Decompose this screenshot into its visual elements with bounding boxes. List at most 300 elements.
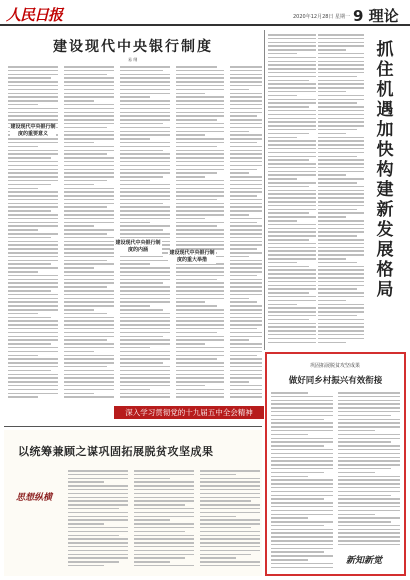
text-line: [176, 298, 224, 300]
text-line: [120, 89, 170, 91]
text-line: [318, 342, 346, 344]
text-line: [120, 210, 170, 212]
text-line: [8, 263, 51, 265]
text-line: [176, 115, 224, 117]
text-line: [176, 89, 224, 91]
text-line: [64, 157, 114, 159]
text-line: [176, 77, 224, 79]
text-line: [318, 114, 364, 116]
text-line: [268, 247, 316, 249]
text-line: [338, 510, 400, 512]
text-line: [120, 172, 170, 174]
text-line: [318, 228, 364, 230]
text-line: [176, 389, 224, 391]
text-line: [318, 269, 364, 271]
text-line: [271, 532, 333, 534]
text-line: [176, 157, 224, 159]
text-line: [64, 385, 114, 387]
text-line: [268, 273, 316, 275]
text-line: [176, 108, 224, 110]
text-line: [268, 121, 316, 123]
text-line: [8, 222, 58, 224]
text-line: [271, 521, 333, 523]
right-title-char: 格: [376, 260, 394, 280]
text-line: [318, 288, 357, 290]
text-line: [8, 248, 58, 250]
text-line: [271, 502, 333, 504]
text-line: [120, 225, 170, 227]
text-line: [120, 343, 170, 345]
text-line: [268, 250, 316, 252]
text-line: [176, 381, 224, 383]
text-line: [8, 108, 58, 110]
text-line: [8, 370, 51, 372]
text-line: [64, 282, 114, 284]
text-line: [120, 324, 170, 326]
text-line: [120, 165, 170, 167]
text-line: [230, 127, 262, 129]
text-line: [318, 243, 364, 245]
text-line: [230, 157, 262, 159]
text-line: [338, 445, 400, 447]
text-line: [8, 389, 58, 391]
text-line: [120, 104, 170, 106]
text-line: [176, 165, 224, 167]
text-line: [268, 239, 309, 241]
text-line: [8, 336, 58, 338]
text-line: [200, 516, 236, 518]
text-line: [318, 319, 364, 321]
text-line: [176, 180, 224, 182]
text-line: [8, 165, 58, 167]
bottom-col-3: [200, 470, 260, 572]
text-line: [68, 493, 128, 495]
text-line: [338, 487, 400, 489]
right-title-char: 新: [376, 200, 394, 220]
text-line: [318, 144, 364, 146]
text-line: [200, 535, 260, 537]
text-line: [134, 481, 194, 483]
text-line: [120, 134, 170, 136]
text-line: [200, 542, 260, 544]
text-line: [120, 66, 170, 68]
text-line: [64, 263, 114, 265]
text-line: [64, 347, 114, 349]
main-col-4: [176, 66, 224, 402]
text-line: [318, 209, 357, 211]
text-line: [271, 457, 333, 459]
text-line: [200, 550, 260, 552]
text-line: [338, 434, 400, 436]
text-line: [8, 294, 58, 296]
text-line: [318, 326, 364, 328]
text-line: [120, 85, 170, 87]
text-line: [268, 209, 316, 211]
text-line: [64, 256, 114, 258]
text-line: [338, 449, 400, 451]
text-line: [230, 343, 262, 345]
text-line: [271, 453, 333, 455]
text-line: [120, 112, 170, 114]
text-line: [318, 49, 346, 51]
text-line: [176, 275, 224, 277]
text-line: [230, 324, 262, 326]
text-line: [120, 298, 170, 300]
text-line: [200, 538, 260, 540]
text-line: [8, 146, 38, 148]
text-line: [268, 140, 316, 142]
text-line: [8, 328, 58, 330]
text-line: [318, 224, 364, 226]
text-line: [68, 497, 128, 499]
text-line: [120, 199, 170, 201]
text-line: [271, 506, 333, 508]
text-line: [268, 38, 316, 40]
text-line: [318, 266, 364, 268]
text-line: [318, 250, 364, 252]
text-line: [176, 237, 224, 239]
text-line: [120, 233, 170, 235]
text-line: [176, 313, 224, 315]
text-line: [268, 129, 316, 131]
text-line: [338, 430, 375, 432]
text-line: [64, 313, 107, 315]
text-line: [64, 66, 114, 68]
text-line: [318, 201, 364, 203]
text-line: [176, 123, 224, 125]
text-line: [134, 550, 194, 552]
text-line: [268, 83, 316, 85]
text-line: [318, 148, 364, 150]
text-line: [176, 320, 224, 322]
text-line: [64, 301, 114, 303]
text-line: [64, 188, 114, 190]
text-line: [176, 214, 224, 216]
text-line: [64, 123, 114, 125]
text-line: [120, 161, 170, 163]
text-line: [120, 347, 150, 349]
text-line: [318, 247, 364, 249]
text-line: [230, 214, 249, 216]
text-line: [8, 279, 58, 281]
text-line: [318, 156, 357, 158]
right-title-char: 住: [376, 60, 394, 80]
text-line: [268, 91, 316, 93]
text-line: [120, 260, 170, 262]
text-line: [176, 358, 217, 360]
text-line: [120, 351, 170, 353]
text-line: [68, 527, 128, 529]
text-line: [134, 516, 194, 518]
text-line: [318, 129, 357, 131]
text-line: [68, 535, 119, 537]
text-line: [318, 258, 346, 260]
text-line: [338, 521, 391, 523]
text-line: [176, 184, 224, 186]
text-line: [200, 531, 260, 533]
text-line: [200, 481, 260, 483]
text-line: [8, 225, 58, 227]
text-line: [318, 42, 364, 44]
text-line: [230, 142, 257, 144]
text-line: [271, 536, 333, 538]
text-line: [318, 277, 364, 279]
text-line: [8, 214, 58, 216]
text-line: [268, 80, 309, 82]
text-line: [176, 328, 224, 330]
main-col-1: [8, 66, 58, 402]
text-line: [230, 320, 262, 322]
text-line: [271, 495, 333, 497]
text-line: [318, 300, 346, 302]
text-line: [120, 385, 170, 387]
text-line: [338, 532, 400, 534]
text-line: [176, 362, 224, 364]
text-line: [176, 138, 224, 140]
text-line: [8, 161, 58, 163]
text-line: [120, 301, 170, 303]
text-line: [68, 485, 128, 487]
right-title-char: 抓: [376, 40, 394, 60]
text-line: [8, 347, 58, 349]
theme-banner: 深入学习贯彻党的十九届五中全会精神: [114, 406, 264, 419]
text-line: [230, 385, 262, 387]
text-line: [268, 42, 316, 44]
text-line: [271, 403, 333, 405]
text-line: [176, 188, 224, 190]
text-line: [271, 540, 333, 542]
text-line: [318, 163, 364, 165]
text-line: [230, 351, 262, 353]
text-line: [230, 241, 262, 243]
text-line: [338, 407, 400, 409]
text-line: [268, 201, 316, 203]
text-line: [8, 195, 58, 197]
text-line: [120, 93, 170, 95]
text-line: [64, 252, 114, 254]
text-line: [318, 45, 364, 47]
text-line: [64, 112, 114, 114]
text-line: [120, 218, 170, 220]
text-line: [318, 34, 364, 36]
text-line: [338, 525, 400, 527]
text-line: [268, 102, 316, 104]
right-col-2: [318, 34, 364, 346]
text-line: [176, 370, 224, 372]
text-line: [338, 498, 400, 500]
text-line: [8, 184, 51, 186]
text-line: [64, 271, 114, 273]
text-line: [8, 188, 38, 190]
text-line: [271, 460, 333, 462]
text-line: [120, 191, 170, 193]
text-line: [268, 133, 309, 135]
text-line: [318, 235, 357, 237]
text-line: [230, 218, 262, 220]
text-line: [176, 66, 217, 68]
text-line: [120, 358, 170, 360]
text-line: [8, 115, 58, 117]
text-line: [176, 119, 217, 121]
text-line: [176, 199, 217, 201]
text-line: [318, 83, 364, 85]
text-line: [8, 282, 58, 284]
text-line: [120, 81, 170, 83]
text-line: [8, 305, 58, 307]
text-line: [318, 87, 364, 89]
text-line: [230, 115, 257, 117]
text-line: [64, 127, 107, 129]
text-line: [318, 125, 364, 127]
text-line: [176, 324, 224, 326]
text-line: [176, 241, 224, 243]
text-line: [338, 476, 400, 478]
text-line: [120, 237, 170, 239]
text-line: [271, 441, 333, 443]
text-line: [176, 203, 224, 205]
text-line: [8, 150, 58, 152]
text-line: [134, 508, 194, 510]
text-line: [120, 317, 170, 319]
text-line: [120, 195, 170, 197]
text-line: [268, 152, 316, 154]
text-line: [64, 89, 114, 91]
text-line: [176, 267, 224, 269]
text-line: [318, 99, 364, 101]
text-line: [120, 138, 150, 140]
text-line: [318, 338, 364, 340]
text-line: [338, 419, 400, 421]
right-title-char: 发: [376, 220, 394, 240]
text-line: [318, 323, 364, 325]
text-line: [64, 81, 114, 83]
text-line: [230, 290, 262, 292]
text-line: [64, 191, 114, 193]
text-line: [64, 115, 114, 117]
text-line: [318, 102, 357, 104]
text-line: [8, 206, 58, 208]
text-line: [64, 389, 114, 391]
text-line: [271, 551, 324, 553]
text-line: [176, 339, 224, 341]
text-line: [230, 286, 262, 288]
text-line: [230, 180, 262, 182]
text-line: [176, 169, 224, 171]
text-line: [230, 263, 262, 265]
text-line: [8, 252, 58, 254]
text-line: [318, 334, 364, 336]
text-line: [120, 256, 163, 258]
text-line: [230, 339, 249, 341]
text-line: [68, 508, 119, 510]
text-line: [200, 493, 260, 495]
text-line: [8, 66, 58, 68]
text-line: [230, 100, 262, 102]
text-line: [134, 546, 194, 548]
text-line: [271, 472, 324, 474]
text-line: [8, 104, 38, 106]
text-line: [120, 206, 170, 208]
featured-article-kicker: 巩固拓展脱贫攻坚成果: [309, 363, 360, 369]
text-line: [230, 275, 257, 277]
text-line: [268, 186, 309, 188]
text-line: [230, 336, 262, 338]
text-line: [134, 561, 170, 563]
text-line: [64, 309, 94, 311]
text-line: [338, 438, 400, 440]
text-line: [176, 153, 224, 155]
text-line: [268, 258, 316, 260]
text-line: [8, 153, 58, 155]
text-line: [64, 294, 114, 296]
text-line: [120, 370, 170, 372]
text-line: [318, 178, 364, 180]
text-line: [200, 561, 260, 563]
text-line: [318, 296, 364, 298]
text-line: [230, 119, 262, 121]
text-line: [64, 328, 114, 330]
text-line: [134, 535, 194, 537]
text-line: [271, 525, 324, 527]
column-logo-sixiang: 思想纵横: [16, 493, 53, 503]
text-line: [64, 290, 114, 292]
text-line: [134, 504, 185, 506]
text-line: [318, 57, 364, 59]
right-title-char: 展: [376, 240, 394, 260]
text-line: [8, 260, 58, 262]
text-line: [120, 320, 170, 322]
text-line: [271, 468, 333, 470]
text-line: [271, 476, 308, 478]
text-line: [271, 510, 333, 512]
main-col-3: [120, 66, 170, 402]
text-line: [230, 358, 262, 360]
column-divider: [264, 30, 265, 350]
text-line: [268, 269, 316, 271]
text-line: [176, 351, 224, 353]
text-line: [268, 99, 316, 101]
text-line: [200, 554, 251, 556]
text-line: [230, 93, 262, 95]
text-line: [271, 491, 333, 493]
text-line: [64, 381, 114, 383]
text-line: [64, 210, 114, 212]
text-line: [268, 182, 316, 184]
text-line: [120, 184, 170, 186]
text-line: [8, 343, 51, 345]
text-line: [8, 210, 51, 212]
text-line: [120, 313, 170, 315]
text-line: [176, 142, 224, 144]
text-line: [120, 176, 163, 178]
text-line: [271, 430, 333, 432]
text-line: [230, 104, 262, 106]
text-line: [338, 411, 400, 413]
text-line: [271, 392, 308, 394]
text-line: [176, 233, 224, 235]
text-line: [64, 206, 107, 208]
text-line: [318, 304, 364, 306]
text-line: [268, 167, 316, 169]
text-line: [120, 286, 170, 288]
text-line: [271, 438, 333, 440]
text-line: [230, 229, 262, 231]
text-line: [318, 167, 364, 169]
text-line: [64, 138, 114, 140]
text-line: [268, 224, 316, 226]
text-line: [268, 95, 297, 97]
text-line: [338, 540, 400, 542]
